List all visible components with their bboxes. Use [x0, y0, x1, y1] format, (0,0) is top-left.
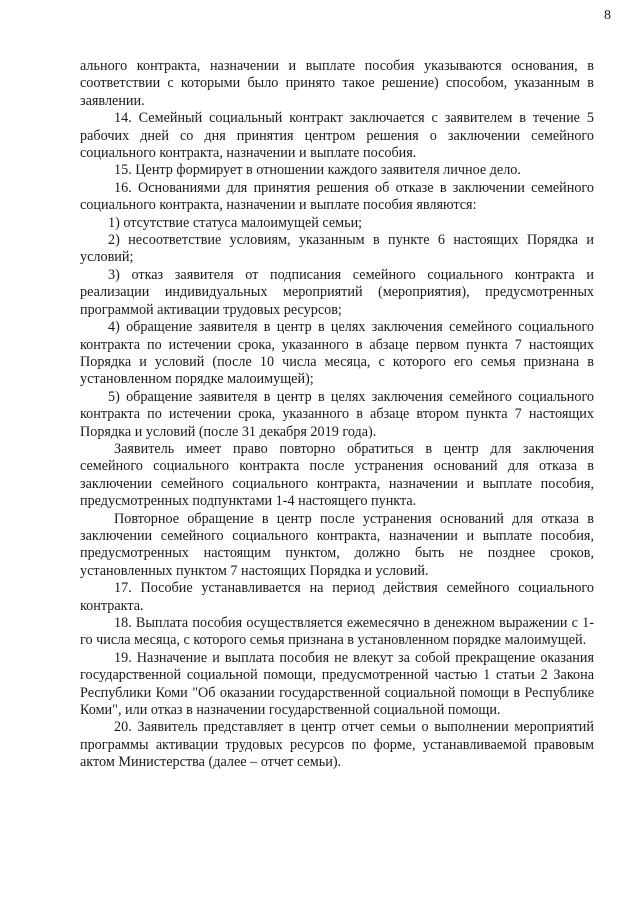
document-body: [80, 58, 594, 772]
paragraph-19: 19. Назначение и выплата пособия не влекут за собой прекращение оказания государственной социальной помощи, предусмотренной частью 1 статьи 2 Закона Республики Коми "Об оказании государственной социальной помощи в Республике Коми", или отказ в назначении государственной социальной помощи.: [80, 649, 594, 719]
paragraph-18: 18. Выплата пособия осуществляется ежемесячно в денежном выражении с 1-го числа месяца, с которого семья признана в установленном порядке малоимущей.: [80, 615, 594, 649]
paragraph-reapply: Заявитель имеет право повторно обратиться в центр для заключения семейного социального контракта после устранения оснований для отказа в заключении семейного социального контракта, назначении и выплате пособия, предусмотренных подпунктами 1-4 настоящего пункта.: [80, 440, 594, 510]
paragraph-repeat-application: Повторное обращение в центр после устранения оснований для отказа в заключении семейного социального контракта, назначении и выплате пособия, предусмотренных настоящим пунктом, должно быть не позднее сроков, установленных пунктом 7 настоящих Порядка и условий.: [80, 510, 594, 579]
list-item-1: 1) отсутствие статуса малоимущей семьи;: [108, 214, 363, 231]
paragraph-continuation: ального контракта, назначении и выплате пособия указываются основания, в соответствии с которыми было принято такое решение) способом, указанным в заявлении.: [80, 58, 594, 109]
list-item-5: 5) обращение заявителя в центр в целях заключения семейного социального контракта по истечении срока, указанного в абзаце втором пункта 7 настоящих Порядка и условий (после 31 декабря 2019 года).: [80, 388, 594, 440]
page-number: 8: [604, 8, 611, 23]
paragraph-15: 15. Центр формирует в отношении каждого заявителя личное дело.: [114, 162, 521, 179]
paragraph-16: 16. Основаниями для принятия решения об отказе в заключении семейного социального контракта, назначении и выплате пособия являются:: [80, 179, 594, 214]
list-item-2: 2) несоответствие условиям, указанным в пункте 6 настоящих Порядка и условий;: [80, 232, 594, 266]
list-item-4: 4) обращение заявителя в центр в целях заключения семейного социального контракта по истечении срока, указанного в абзаце первом пункта 7 настоящих Порядка и условий (после 10 числа месяца, с которого его семья признана в установленном порядке малоимущей);: [80, 319, 594, 388]
list-item-3: 3) отказ заявителя от подписания семейного социального контракта и реализации индивидуальных мероприятий (мероприятия), предусмотренных программой активации трудовых ресурсов;: [80, 266, 594, 318]
paragraph-20: 20. Заявитель представляет в центр отчет семьи о выполнении мероприятий программы активации трудовых ресурсов по форме, устанавливаемой правовым актом Министерства (далее – отчет семьи).: [80, 719, 594, 771]
paragraph-17: 17. Пособие устанавливается на период действия семейного социального контракта.: [80, 580, 594, 614]
paragraph-14: 14. Семейный социальный контракт заключается с заявителем в течение 5 рабочих дней со дня принятия центром решения о заключении семейного социального контракта, назначении и выплате пособия.: [80, 110, 594, 162]
